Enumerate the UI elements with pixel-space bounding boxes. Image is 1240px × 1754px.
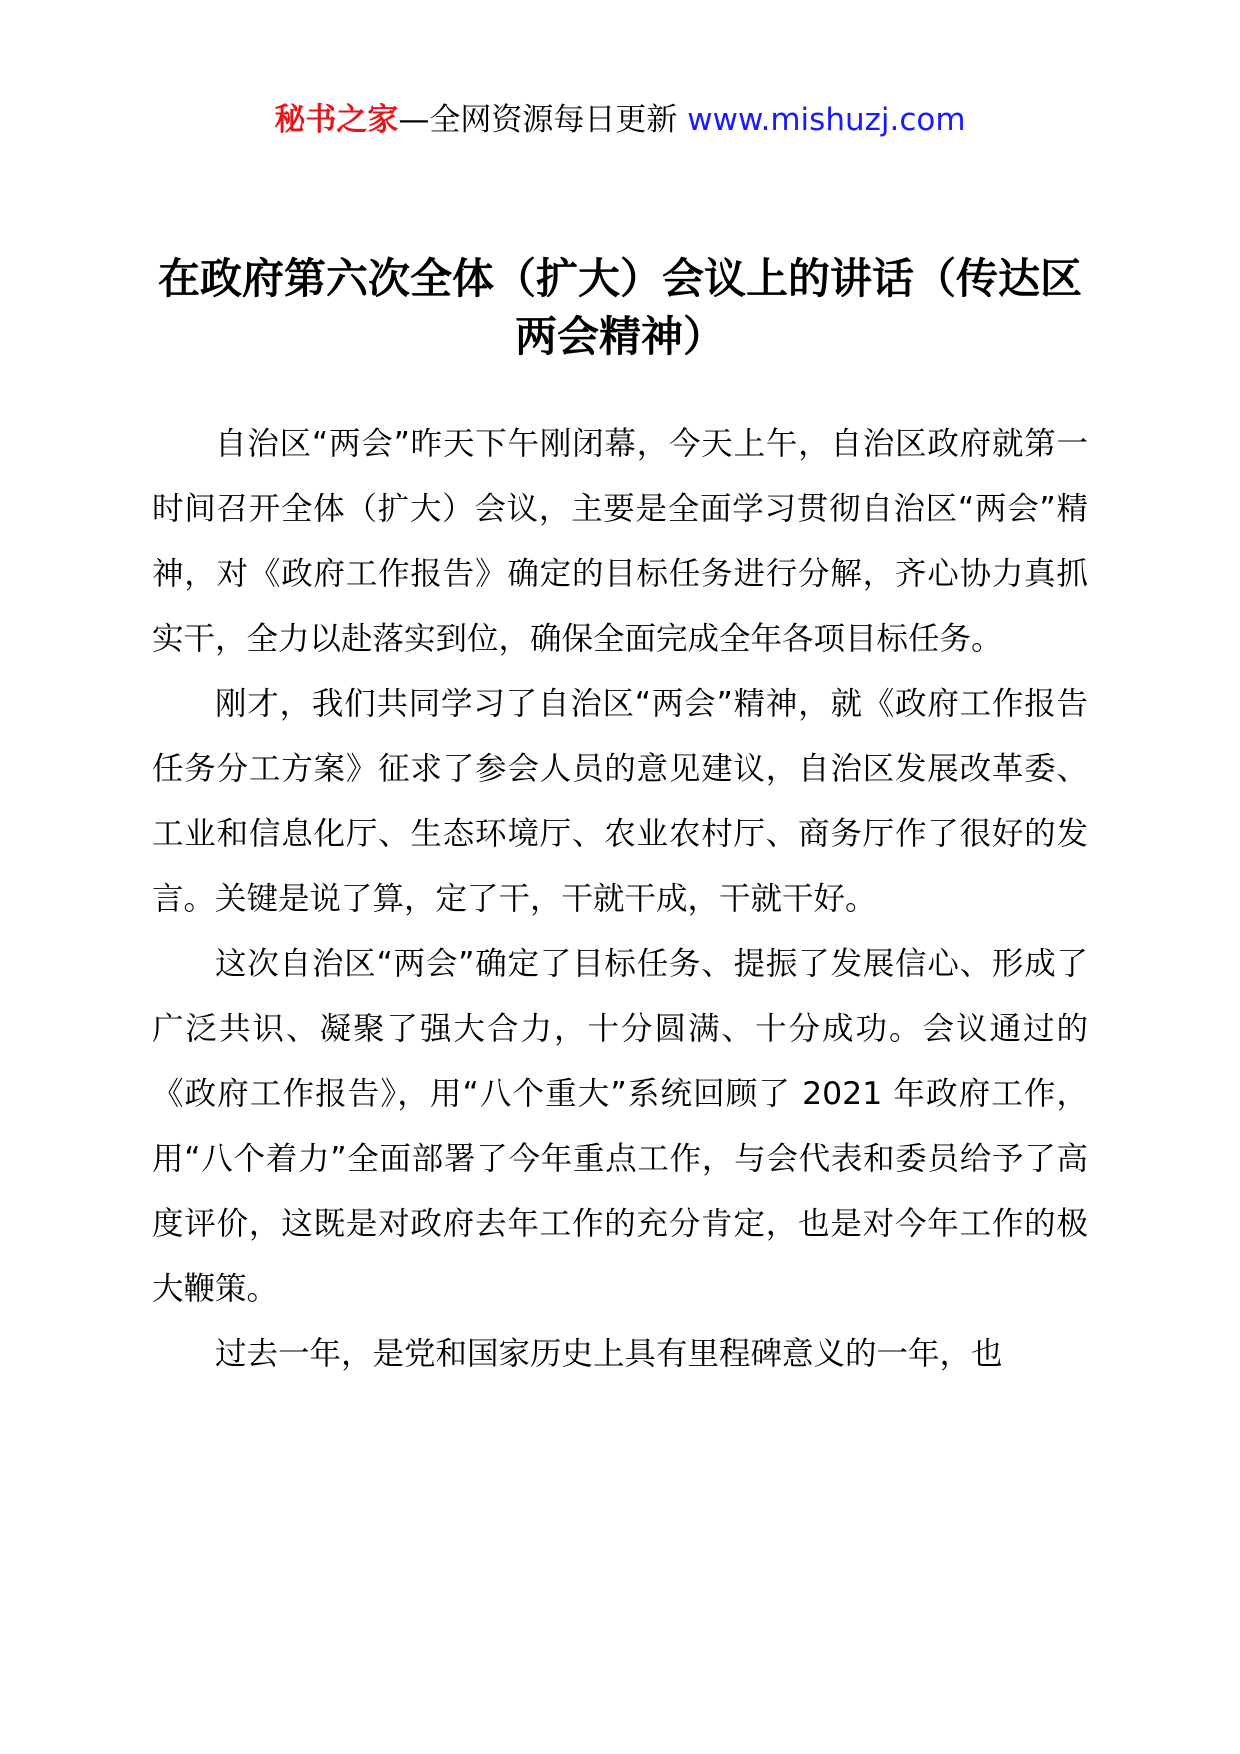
site-tagline: —全网资源每日更新 (398, 102, 678, 138)
paragraph: 过去一年，是党和国家历史上具有里程碑意义的一年，也 (215, 1336, 1003, 1372)
document-body (152, 412, 1088, 1387)
site-brand: 秘书之家 (274, 102, 399, 138)
paragraph: 自治区“两会”昨天下午刚闭幕，今天上午，自治区政府就第一时间召开全体（扩大）会议，主要是全面学习贯彻自治区“两会”精神，对《政府工作报告》确定的目标任务进行分解，齐心协力真抓实干，全力以赴落实到位，确保全面完成全年各项目标任务。 (152, 426, 1088, 657)
paragraph: 刚才，我们共同学习了自治区“两会”精神，就《政府工作报告任务分工方案》征求了参会人员的意见建议，自治区发展改革委、工业和信息化厅、生态环境厅、农业农村厅、商务厅作了很好的发言。关键是说了算，定了干，干就干成，干就干好。 (152, 686, 1088, 917)
site-url-link[interactable]: www.mishuzj.com (687, 102, 966, 138)
document-title: 在政府第六次全体（扩大）会议上的讲话（传达区两会精神） (157, 254, 1082, 361)
paragraph: 这次自治区“两会”确定了目标任务、提振了发展信心、形成了广泛共识、凝聚了强大合力，十分圆满、十分成功。会议通过的《政府工作报告》，用“八个重大”系统回顾了 2021 年政府工作，用“八个着力”全面部署了今年重点工作，与会代表和委员给予了高度评价，这既是对政府去年工作的充分肯定，也是对今年工作的极大鞭策。 (152, 946, 1088, 1307)
site-header (0, 98, 1240, 142)
